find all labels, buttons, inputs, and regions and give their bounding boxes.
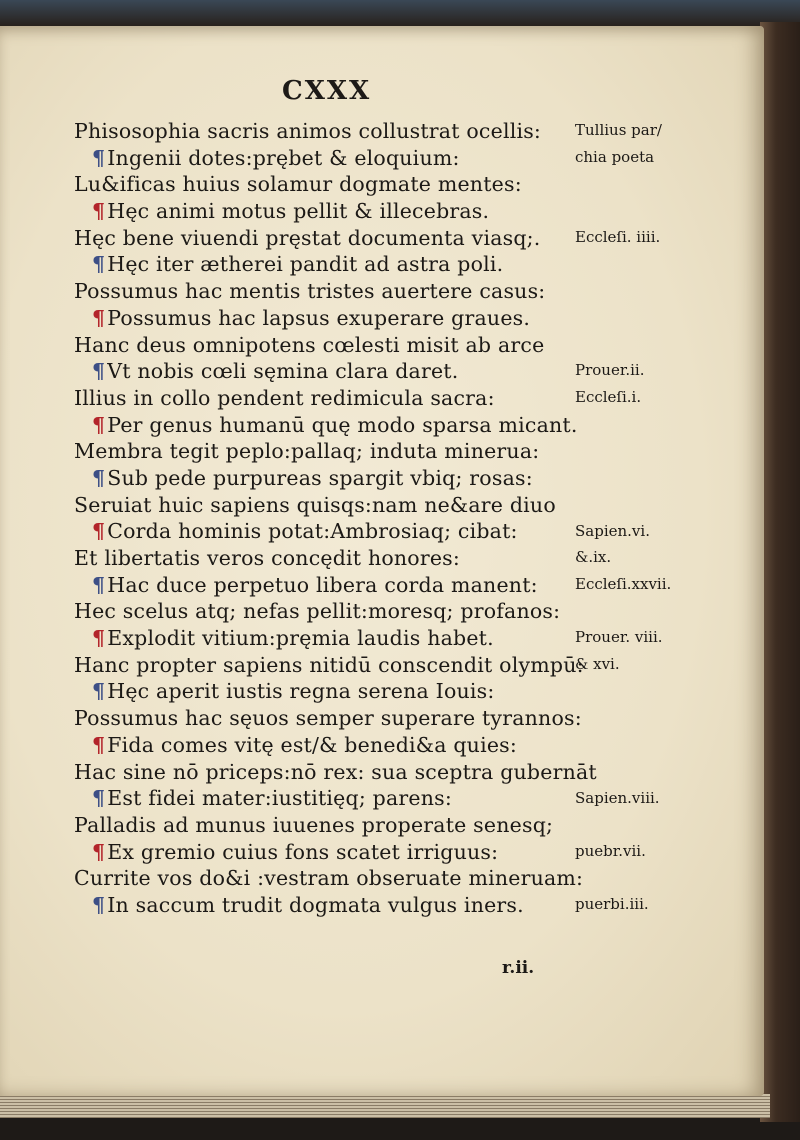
verse-line xyxy=(74,492,574,519)
verse-text: Hac sine nō priceps:nō rex: sua sceptra gubernāt xyxy=(74,759,597,784)
verse-line xyxy=(74,892,574,919)
verse-text: Possumus hac lapsus exuperare graues. xyxy=(107,305,531,330)
pilcrow-icon: ¶ xyxy=(92,892,106,917)
verse-line xyxy=(74,171,574,198)
verse-text: Hanc deus omnipotens cœlesti misit ab arce xyxy=(74,332,545,357)
verse-text: Membra tegit peplo:pallaq; induta minerua: xyxy=(74,439,540,464)
verse-text: Corda hominis potat:Ambrosiaq; cibat: xyxy=(107,519,518,544)
verse-text: Per genus humanū quę modo sparsa micant. xyxy=(107,412,578,437)
verse-line xyxy=(74,518,574,545)
verse-text: Fida comes vitę est/& benedi&a quies: xyxy=(107,732,518,757)
pilcrow-icon: ¶ xyxy=(92,572,106,597)
verse-text: Ingenii dotes:prębet & eloquium: xyxy=(107,145,460,170)
verse-line xyxy=(74,225,574,252)
verse-line xyxy=(74,412,578,439)
verse-text: Possumus hac sęuos semper superare tyrannos: xyxy=(74,706,582,731)
marginal-note: Prouer. viii. xyxy=(575,628,663,647)
pilcrow-icon: ¶ xyxy=(92,839,106,864)
marginal-note: &.ix. xyxy=(575,548,612,567)
verse-text: Palladis ad munus iuuenes properate senesq; xyxy=(74,812,554,837)
verse-line xyxy=(74,358,574,385)
verse-line xyxy=(74,545,574,572)
pilcrow-icon: ¶ xyxy=(92,359,106,384)
folio-number: CXXX xyxy=(282,76,372,106)
verse-text: Hanc propter sapiens nitidū conscendit olympū: xyxy=(74,652,584,677)
verse-line xyxy=(74,839,574,866)
verse-text: Seruiat huic sapiens quisqs:nam ne&are diuo xyxy=(74,492,556,517)
verse-text: Lu&ificas huius solamur dogmate mentes: xyxy=(74,172,522,197)
verse-line xyxy=(74,145,574,172)
verse-text: Phisosophia sacris animos collustrat ocellis: xyxy=(74,119,542,143)
marginal-note: puebr.vii. xyxy=(575,841,646,860)
marginal-note: Prouer.ii. xyxy=(575,361,645,380)
verse-line xyxy=(74,438,574,465)
verse-line xyxy=(74,465,574,492)
verse-line xyxy=(74,598,574,625)
verse-line xyxy=(74,251,574,278)
verse-text: Ex gremio cuius fons scatet irriguus: xyxy=(107,839,499,864)
pilcrow-icon: ¶ xyxy=(92,305,106,330)
verse-text: Et libertatis veros concędit honores: xyxy=(74,546,460,570)
marginal-note: & xvi. xyxy=(575,655,620,673)
verse-line xyxy=(74,332,574,359)
book-top-edge xyxy=(0,0,800,26)
marginal-note: chia poeta xyxy=(575,147,655,166)
verse-text: Vt nobis cœli sęmina clara daret. xyxy=(107,359,459,384)
verse-text: Possumus hac mentis tristes auertere casus: xyxy=(74,279,546,304)
verse-line xyxy=(74,625,574,652)
verse-line xyxy=(74,732,574,759)
verse-line xyxy=(74,865,584,892)
verse-text: Hęc animi motus pellit & illecebras. xyxy=(107,199,490,224)
verse-text: Hec scelus atq; nefas pellit:moresq; profanos: xyxy=(74,599,561,624)
verse-line xyxy=(74,678,574,705)
signature-mark: r.ii. xyxy=(502,958,535,978)
verse-text: In saccum trudit dogmata vulgus iners. xyxy=(107,892,524,917)
verse-text: Est fidei mater:iustitięq; parens: xyxy=(107,786,452,811)
verse-line xyxy=(74,305,574,332)
pilcrow-icon: ¶ xyxy=(92,626,106,651)
pilcrow-icon: ¶ xyxy=(92,519,106,544)
verse-line xyxy=(74,198,574,225)
verse-line xyxy=(74,385,574,412)
verse-line xyxy=(74,118,574,145)
verse-line xyxy=(74,572,574,599)
verse-text: Currite vos do&i :vestram obseruate mineruam: xyxy=(74,866,584,891)
verse-line xyxy=(74,652,584,679)
pilcrow-icon: ¶ xyxy=(92,145,106,170)
marginal-note: Eccleſi.i. xyxy=(575,388,642,406)
verse-text: Illius in collo pendent redimicula sacra: xyxy=(74,385,495,410)
verse-line xyxy=(74,705,582,732)
pilcrow-icon: ¶ xyxy=(92,199,106,224)
marginal-note: Sapien.vi. xyxy=(575,521,650,540)
verse-line xyxy=(74,278,574,305)
marginal-note: Sapien.viii. xyxy=(575,788,660,807)
pilcrow-icon: ¶ xyxy=(92,252,106,277)
verse-line xyxy=(74,812,574,839)
book-spine xyxy=(760,22,800,1122)
verse-text: Hęc aperit iustis regna serena Iouis: xyxy=(107,679,495,704)
marginal-note: Eccleſi.xxvii. xyxy=(575,574,672,593)
marginal-note: Tullius par/ xyxy=(575,121,662,139)
pilcrow-icon: ¶ xyxy=(92,786,106,811)
verse-text: Hęc iter ætherei pandit ad astra poli. xyxy=(107,252,504,277)
pilcrow-icon: ¶ xyxy=(92,412,106,437)
verse-text: Explodit vitium:pręmia laudis habet. xyxy=(107,626,494,651)
verse-text: Hęc bene viuendi pręstat documenta viasq;. xyxy=(74,225,541,250)
page-stack-edge xyxy=(0,1094,770,1118)
marginal-note: puerbi.iii. xyxy=(575,895,649,914)
verse-line xyxy=(74,785,574,812)
verse-text: Hac duce perpetuo libera corda manent: xyxy=(107,572,538,597)
verse-text: Sub pede purpureas spargit vbiq; rosas: xyxy=(107,465,533,490)
marginal-note: Eccleſi. iiii. xyxy=(575,227,661,246)
pilcrow-icon: ¶ xyxy=(92,679,106,704)
pilcrow-icon: ¶ xyxy=(92,732,106,757)
pilcrow-icon: ¶ xyxy=(92,465,106,490)
verse-line xyxy=(74,759,597,786)
